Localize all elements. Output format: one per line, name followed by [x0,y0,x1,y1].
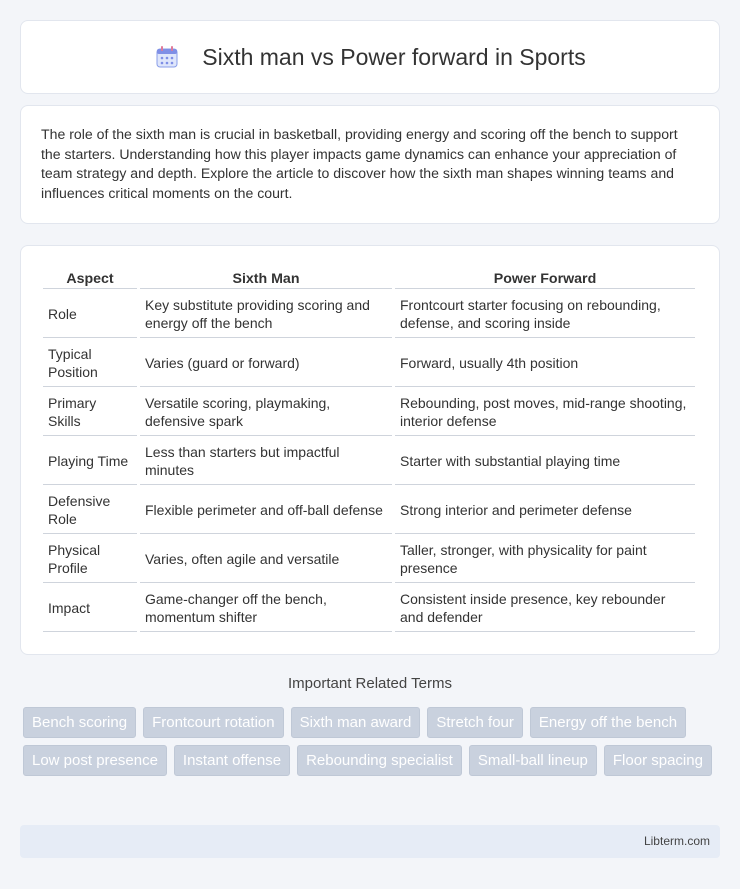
aspect-cell: Defensive Role [43,487,137,534]
table-row [43,340,695,387]
table-row [43,291,695,338]
power-forward-cell: Starter with substantial playing time [395,438,695,485]
related-term-tag[interactable]: Frontcourt rotation [143,707,284,738]
related-term-tag[interactable]: Stretch four [427,707,523,738]
header-aspect: Aspect [43,267,137,289]
power-forward-cell: Frontcourt starter focusing on rebounding, defense, and scoring inside [395,291,695,338]
related-term-tag[interactable]: Rebounding specialist [297,745,462,776]
power-forward-cell: Rebounding, post moves, mid-range shooting, interior defense [395,389,695,436]
sixth-man-cell: Varies (guard or forward) [140,340,392,387]
table-row [43,389,695,436]
table-header-row [43,267,695,289]
power-forward-cell: Taller, stronger, with physicality for paint presence [395,536,695,583]
aspect-cell: Role [43,291,137,338]
aspect-cell: Playing Time [43,438,137,485]
footer-site-link[interactable]: Libterm.com [643,834,710,848]
sixth-man-cell: Game-changer off the bench, momentum shifter [140,585,392,632]
aspect-cell: Typical Position [43,340,137,387]
sixth-man-cell: Versatile scoring, playmaking, defensive spark [140,389,392,436]
intro-text: The role of the sixth man is crucial in basketball, providing energy and scoring off the bench to support the starters. Understanding how this player impacts game dynamics can enhance your appreciation of team strategy and depth. Explore the article to discover how the sixth man shapes winning teams and influences critical moments on the court. [41,126,678,201]
footer [20,825,720,858]
aspect-cell: Primary Skills [43,389,137,436]
sixth-man-cell: Key substitute providing scoring and energy off the bench [140,291,392,338]
aspect-cell: Impact [43,585,137,632]
table-row [43,487,695,534]
table-row [43,438,695,485]
page-title: Sixth man vs Power forward in Sports [202,43,586,70]
calendar-icon [154,44,180,70]
header-card [20,20,720,94]
comparison-table [40,265,698,634]
header-sixth-man: Sixth Man [140,267,392,289]
header-power-forward: Power Forward [395,267,695,289]
related-term-tag[interactable]: Sixth man award [291,707,421,738]
related-terms-title: Important Related Terms [288,675,452,692]
aspect-cell: Physical Profile [43,536,137,583]
sixth-man-cell: Flexible perimeter and off-ball defense [140,487,392,534]
related-terms-list [23,707,723,776]
table-row [43,585,695,632]
intro-card [20,105,720,224]
comparison-table-card [20,245,720,655]
power-forward-cell: Consistent inside presence, key rebounder and defender [395,585,695,632]
related-term-tag[interactable]: Instant offense [174,745,290,776]
power-forward-cell: Forward, usually 4th position [395,340,695,387]
sixth-man-cell: Less than starters but impactful minutes [140,438,392,485]
power-forward-cell: Strong interior and perimeter defense [395,487,695,534]
related-term-tag[interactable]: Low post presence [23,745,167,776]
related-term-tag[interactable]: Energy off the bench [530,707,686,738]
sixth-man-cell: Varies, often agile and versatile [140,536,392,583]
related-term-tag[interactable]: Bench scoring [23,707,136,738]
table-row [43,536,695,583]
related-term-tag[interactable]: Floor spacing [604,745,712,776]
related-term-tag[interactable]: Small-ball lineup [469,745,597,776]
